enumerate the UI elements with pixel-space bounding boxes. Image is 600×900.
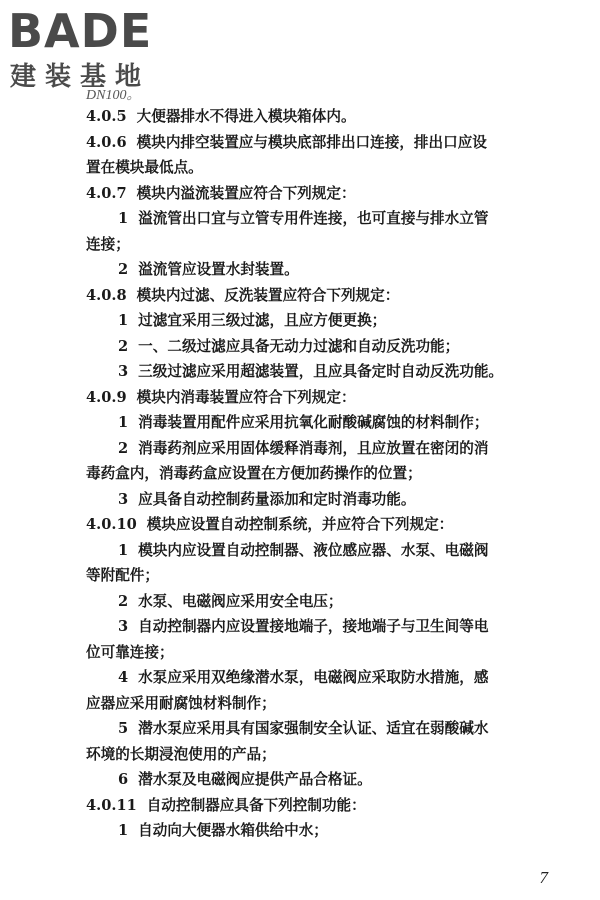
- text-line: [86, 155, 576, 181]
- clause-text: 一、二级过滤应具备无动力过滤和自动反洗功能；: [138, 337, 460, 355]
- clause-text: 环境的长期浸泡使用的产品；: [86, 745, 276, 763]
- text-line: [86, 691, 576, 717]
- clause-text: 三级过滤应采用超滤装置，且应具备定时自动反洗功能。: [138, 363, 504, 380]
- text-line: [86, 538, 576, 564]
- clause-text: 自动向大便器水箱供给中水；: [138, 822, 328, 839]
- text-line: [86, 793, 576, 819]
- text-line: [86, 385, 576, 411]
- text-line: [86, 818, 576, 844]
- logo-subtitle: 建装基地: [10, 62, 151, 92]
- text-line: [86, 461, 576, 487]
- text-line: [86, 359, 576, 385]
- text-line: [86, 665, 576, 691]
- clause-number: 4.0.9: [86, 388, 127, 406]
- clause-number: 2: [118, 337, 129, 355]
- text-line: [86, 308, 576, 334]
- clause-text: 水泵应采用双绝缘潜水泵，电磁阀应采取防水措施，感: [138, 669, 489, 686]
- text-line: [86, 767, 576, 793]
- clause-text: 毒药盒内，消毒药盒应设置在方便加药操作的位置；: [86, 465, 422, 482]
- text-line: [86, 206, 576, 232]
- clause-number: 4.0.5: [86, 108, 127, 125]
- document-body: [86, 104, 576, 844]
- clause-text: 模块内应设置自动控制器、液位感应器、水泵、电磁阀: [138, 541, 489, 559]
- clause-text: 消毒装置用配件应采用抗氧化耐酸碱腐蚀的材料制作；: [138, 414, 489, 431]
- clause-text: 潜水泵及电磁阀应提供产品合格证。: [138, 771, 372, 788]
- clause-number: 3: [118, 363, 129, 380]
- clause-text: 自动控制器内应设置接地端子，接地端子与卫生间等电: [138, 618, 489, 635]
- clause-number: 4.0.10: [86, 516, 137, 533]
- text-line: [86, 436, 576, 462]
- text-line: [86, 614, 576, 640]
- clause-text: 自动控制器应具备下列控制功能：: [146, 796, 366, 814]
- text-line: [86, 257, 576, 283]
- clause-text: 等附配件；: [86, 567, 159, 584]
- text-line: [86, 334, 576, 360]
- clause-text: 大便器排水不得进入模块箱体内。: [136, 108, 356, 125]
- clause-number: 1: [118, 822, 129, 839]
- clause-text: 消毒药剂应采用固体缓释消毒剂，且应放置在密闭的消: [138, 439, 489, 457]
- clause-number: 1: [118, 312, 129, 329]
- clause-text: 过滤宜采用三级过滤，且应方便更换；: [138, 312, 387, 329]
- clause-number: 1: [118, 541, 129, 559]
- clause-number: 2: [118, 261, 129, 278]
- clause-text: 连接；: [86, 235, 130, 253]
- clause-text: 模块内溢流装置应符合下列规定：: [136, 184, 356, 202]
- clause-number: 6: [118, 771, 129, 788]
- clause-text: 应具备自动控制药量添加和定时消毒功能。: [138, 490, 416, 508]
- clause-number: 5: [118, 720, 129, 737]
- clause-number: 4.0.8: [86, 286, 127, 304]
- text-line: [86, 589, 576, 615]
- clause-number: 4: [118, 669, 129, 686]
- clause-text: 水泵、电磁阀应采用安全电压；: [138, 592, 343, 610]
- clipped-fragment: DN100。: [86, 88, 141, 103]
- text-line: [86, 512, 576, 538]
- text-line: [86, 181, 576, 207]
- clause-text: 置在模块最低点。: [86, 159, 203, 176]
- clause-text: 位可靠连接；: [86, 643, 174, 661]
- clause-number: 1: [118, 210, 129, 227]
- clause-text: 溢流管出口宜与立管专用件连接，也可直接与排水立管: [138, 210, 489, 227]
- text-line: [86, 487, 576, 513]
- text-line: [86, 640, 576, 666]
- text-line: [86, 104, 576, 130]
- text-line: [86, 563, 576, 589]
- logo-wordmark: BADE: [8, 4, 153, 58]
- clause-number: 4.0.6: [86, 133, 127, 151]
- clause-number: 2: [118, 439, 129, 457]
- clause-text: 潜水泵应采用具有国家强制安全认证、适宜在弱酸碱水: [138, 720, 489, 737]
- text-line: [86, 742, 576, 768]
- clause-number: 1: [118, 414, 129, 431]
- text-line: [86, 410, 576, 436]
- text-line: [86, 130, 576, 156]
- clause-number: 4.0.11: [86, 796, 137, 814]
- clause-text: 模块内过滤、反洗装置应符合下列规定：: [136, 286, 400, 304]
- text-line: [86, 716, 576, 742]
- text-line: [86, 232, 576, 258]
- clause-number: 2: [118, 592, 129, 610]
- clause-text: 应器应采用耐腐蚀材料制作；: [86, 694, 276, 712]
- clause-text: 模块内排空装置应与模块底部排出口连接，排出口应设: [136, 133, 487, 151]
- clause-number: 4.0.7: [86, 184, 127, 202]
- page-number: 7: [539, 868, 548, 887]
- clause-text: 溢流管应设置水封装置。: [138, 261, 299, 278]
- logo: [8, 6, 198, 96]
- clause-text: 模块内消毒装置应符合下列规定：: [136, 388, 356, 406]
- clause-number: 3: [118, 490, 129, 508]
- clause-number: 3: [118, 618, 129, 635]
- clause-text: 模块应设置自动控制系统，并应符合下列规定：: [146, 516, 454, 533]
- text-line: [86, 283, 576, 309]
